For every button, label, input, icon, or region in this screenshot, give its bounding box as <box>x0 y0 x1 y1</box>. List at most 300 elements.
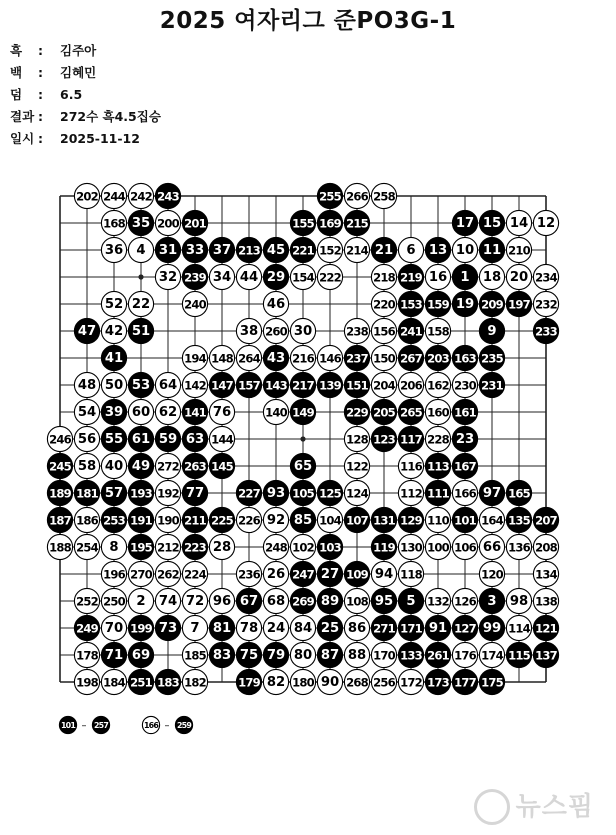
white-stone <box>290 615 315 640</box>
black-stone <box>371 615 396 640</box>
white-stone <box>371 345 396 370</box>
info-key: 흑 <box>10 43 23 58</box>
move-number: 69 <box>131 648 151 663</box>
move-number: 118 <box>400 567 422 582</box>
black-stone <box>263 345 288 370</box>
move-number: 40 <box>104 459 124 474</box>
watermark-text: 뉴스핌 <box>515 791 594 822</box>
move-number: 212 <box>157 540 179 555</box>
black-stone <box>236 237 261 262</box>
move-number: 253 <box>103 513 125 528</box>
black-stone <box>101 345 126 370</box>
black-stone <box>128 480 153 505</box>
move-number: 189 <box>49 486 71 501</box>
black-stone <box>425 453 450 478</box>
black-stone <box>398 588 423 613</box>
black-stone <box>175 716 192 733</box>
white-stone <box>263 399 288 424</box>
black-stone <box>182 210 207 235</box>
white-stone <box>425 588 450 613</box>
white-stone <box>182 345 207 370</box>
black-stone <box>263 237 288 262</box>
move-number: 30 <box>293 324 313 339</box>
ko-separator: – <box>164 720 170 732</box>
white-stone <box>128 183 153 208</box>
move-number: 43 <box>266 351 286 366</box>
move-number: 137 <box>535 648 557 663</box>
move-number: 88 <box>347 648 367 663</box>
move-number: 50 <box>104 378 124 393</box>
move-number: 165 <box>508 486 530 501</box>
move-number: 82 <box>266 675 286 690</box>
move-number: 248 <box>265 540 287 555</box>
move-number: 61 <box>131 432 151 447</box>
move-number: 94 <box>374 567 394 582</box>
move-number: 265 <box>400 405 422 420</box>
move-number: 7 <box>190 621 200 636</box>
white-stone <box>155 588 180 613</box>
white-stone <box>290 534 315 559</box>
white-stone <box>371 318 396 343</box>
move-number: 196 <box>103 567 125 582</box>
move-number: 83 <box>212 648 232 663</box>
move-number: 211 <box>184 513 206 528</box>
move-number: 110 <box>427 513 449 528</box>
move-number: 116 <box>400 459 422 474</box>
black-stone <box>209 615 234 640</box>
move-number: 143 <box>265 378 287 393</box>
white-stone <box>236 264 261 289</box>
white-stone <box>263 534 288 559</box>
move-number: 206 <box>400 378 422 393</box>
move-number: 231 <box>481 378 503 393</box>
white-stone <box>398 372 423 397</box>
move-number: 245 <box>49 459 71 474</box>
move-number: 217 <box>292 378 314 393</box>
move-number: 142 <box>184 378 206 393</box>
white-stone <box>209 588 234 613</box>
move-number: 91 <box>428 621 448 636</box>
white-stone <box>101 291 126 316</box>
black-stone <box>209 453 234 478</box>
info-key: 일시 <box>10 131 35 146</box>
move-number: 214 <box>346 243 368 258</box>
move-number: 85 <box>293 513 313 528</box>
white-stone <box>182 615 207 640</box>
move-number: 11 <box>482 243 502 258</box>
move-number: 39 <box>104 405 124 420</box>
move-number: 70 <box>104 621 124 636</box>
move-number: 235 <box>481 351 503 366</box>
move-number: 51 <box>131 324 151 339</box>
white-stone <box>452 534 477 559</box>
move-number: 29 <box>266 270 286 285</box>
move-number: 221 <box>292 243 314 258</box>
black-stone <box>371 399 396 424</box>
move-number: 87 <box>320 648 340 663</box>
white-stone <box>182 561 207 586</box>
white-stone <box>263 507 288 532</box>
black-stone <box>533 318 558 343</box>
move-number: 179 <box>238 675 260 690</box>
info-colon: : <box>38 43 43 58</box>
move-number: 254 <box>76 540 98 555</box>
black-stone <box>452 453 477 478</box>
black-stone <box>74 480 99 505</box>
white-stone <box>74 183 99 208</box>
move-number: 175 <box>481 675 503 690</box>
move-number: 6 <box>406 243 416 258</box>
move-number: 133 <box>400 648 422 663</box>
move-number: 237 <box>346 351 368 366</box>
white-stone <box>371 642 396 667</box>
move-number: 48 <box>77 378 97 393</box>
move-number: 261 <box>427 648 449 663</box>
move-number: 104 <box>319 513 341 528</box>
black-stone <box>290 453 315 478</box>
white-stone <box>236 507 261 532</box>
move-number: 146 <box>319 351 341 366</box>
star-point <box>138 274 143 279</box>
move-number: 76 <box>212 405 232 420</box>
move-number: 38 <box>239 324 259 339</box>
black-stone <box>236 642 261 667</box>
move-number: 5 <box>406 594 416 609</box>
move-number: 200 <box>157 216 179 231</box>
move-number: 228 <box>427 432 449 447</box>
white-stone <box>398 561 423 586</box>
white-stone <box>398 480 423 505</box>
white-stone <box>452 237 477 262</box>
move-number: 219 <box>400 270 422 285</box>
move-number: 207 <box>535 513 557 528</box>
black-stone <box>398 426 423 451</box>
move-number: 10 <box>455 243 475 258</box>
move-number: 168 <box>103 216 125 231</box>
ko-separator: – <box>81 720 87 732</box>
watermark <box>474 786 594 826</box>
black-stone <box>506 291 531 316</box>
black-stone <box>263 480 288 505</box>
white-stone <box>101 372 126 397</box>
move-number: 152 <box>319 243 341 258</box>
white-stone <box>344 669 369 694</box>
white-stone <box>479 264 504 289</box>
black-stone <box>506 642 531 667</box>
white-stone <box>479 561 504 586</box>
move-number: 202 <box>76 189 98 204</box>
move-number: 226 <box>238 513 260 528</box>
move-number: 181 <box>76 486 98 501</box>
move-number: 103 <box>319 540 341 555</box>
black-stone <box>452 210 477 235</box>
white-stone <box>209 399 234 424</box>
info-value: 김혜민 <box>60 65 97 80</box>
black-stone <box>479 588 504 613</box>
move-number: 115 <box>508 648 530 663</box>
black-stone <box>317 183 342 208</box>
black-stone <box>182 237 207 262</box>
white-stone <box>47 426 72 451</box>
move-number: 73 <box>158 621 178 636</box>
move-number: 101 <box>60 721 76 730</box>
white-stone <box>263 318 288 343</box>
move-number: 55 <box>104 432 124 447</box>
white-stone <box>425 372 450 397</box>
white-stone <box>263 588 288 613</box>
move-number: 251 <box>130 675 152 690</box>
move-number: 209 <box>481 297 503 312</box>
move-number: 121 <box>535 621 557 636</box>
move-number: 21 <box>374 243 394 258</box>
move-number: 157 <box>238 378 260 393</box>
move-number: 81 <box>212 621 232 636</box>
move-number: 204 <box>373 378 395 393</box>
white-stone <box>182 372 207 397</box>
move-number: 35 <box>131 216 151 231</box>
info-key: 백 <box>10 65 23 80</box>
move-number: 74 <box>158 594 178 609</box>
white-stone <box>398 534 423 559</box>
black-stone <box>128 642 153 667</box>
move-number: 183 <box>157 675 179 690</box>
move-number: 3 <box>487 594 497 609</box>
white-stone <box>128 291 153 316</box>
black-stone <box>371 588 396 613</box>
white-stone <box>155 399 180 424</box>
move-number: 227 <box>238 486 260 501</box>
black-stone <box>155 426 180 451</box>
move-number: 213 <box>238 243 260 258</box>
move-number: 123 <box>373 432 395 447</box>
move-number: 220 <box>373 297 395 312</box>
move-number: 84 <box>293 621 313 636</box>
black-stone <box>209 507 234 532</box>
black-stone <box>263 372 288 397</box>
black-stone <box>182 399 207 424</box>
black-stone <box>317 642 342 667</box>
black-stone <box>182 507 207 532</box>
black-stone <box>398 615 423 640</box>
move-number: 24 <box>266 621 286 636</box>
black-stone <box>182 426 207 451</box>
white-stone <box>142 716 159 733</box>
star-point <box>300 436 305 441</box>
move-number: 98 <box>509 594 529 609</box>
move-number: 124 <box>346 486 368 501</box>
white-stone <box>533 291 558 316</box>
black-stone <box>479 615 504 640</box>
black-stone <box>344 345 369 370</box>
white-stone <box>74 453 99 478</box>
white-stone <box>344 588 369 613</box>
black-stone <box>182 534 207 559</box>
move-number: 138 <box>535 594 557 609</box>
move-number: 46 <box>266 297 286 312</box>
white-stone <box>317 669 342 694</box>
black-stone <box>425 669 450 694</box>
move-number: 52 <box>104 297 124 312</box>
black-stone <box>128 318 153 343</box>
move-number: 1 <box>460 270 470 285</box>
black-stone <box>101 642 126 667</box>
move-number: 128 <box>346 432 368 447</box>
move-number: 66 <box>482 540 502 555</box>
move-number: 19 <box>455 297 475 312</box>
black-stone <box>128 669 153 694</box>
move-number: 147 <box>211 378 233 393</box>
black-stone <box>290 588 315 613</box>
white-stone <box>344 426 369 451</box>
white-stone <box>533 561 558 586</box>
black-stone <box>74 615 99 640</box>
move-number: 106 <box>454 540 476 555</box>
black-stone <box>479 345 504 370</box>
move-number: 119 <box>373 540 395 555</box>
move-number: 151 <box>346 378 368 393</box>
move-number: 122 <box>346 459 368 474</box>
black-stone <box>128 372 153 397</box>
move-number: 155 <box>292 216 314 231</box>
move-number: 131 <box>373 513 395 528</box>
black-stone <box>128 426 153 451</box>
white-stone <box>101 183 126 208</box>
black-stone <box>452 399 477 424</box>
move-number: 244 <box>103 189 125 204</box>
move-number: 140 <box>265 405 287 420</box>
black-stone <box>371 237 396 262</box>
black-stone <box>290 507 315 532</box>
white-stone <box>371 561 396 586</box>
move-number: 171 <box>400 621 422 636</box>
move-number: 108 <box>346 594 368 609</box>
white-stone <box>398 669 423 694</box>
move-number: 199 <box>130 621 152 636</box>
move-number: 263 <box>184 459 206 474</box>
move-number: 53 <box>131 378 151 393</box>
white-stone <box>479 642 504 667</box>
white-stone <box>128 399 153 424</box>
black-stone <box>128 210 153 235</box>
white-stone <box>344 183 369 208</box>
black-stone <box>155 669 180 694</box>
white-stone <box>263 615 288 640</box>
white-stone <box>317 264 342 289</box>
black-stone <box>317 534 342 559</box>
move-number: 18 <box>482 270 502 285</box>
white-stone <box>506 210 531 235</box>
move-number: 195 <box>130 540 152 555</box>
white-stone <box>344 615 369 640</box>
move-number: 259 <box>176 721 192 730</box>
white-stone <box>506 615 531 640</box>
move-number: 272 <box>157 459 179 474</box>
move-number: 190 <box>157 513 179 528</box>
black-stone <box>155 183 180 208</box>
move-number: 252 <box>76 594 98 609</box>
move-number: 100 <box>427 540 449 555</box>
white-stone <box>101 237 126 262</box>
move-number: 8 <box>109 540 119 555</box>
move-number: 139 <box>319 378 341 393</box>
black-stone <box>425 291 450 316</box>
move-number: 166 <box>454 486 476 501</box>
move-number: 247 <box>292 567 314 582</box>
move-number: 68 <box>266 594 286 609</box>
black-stone <box>452 426 477 451</box>
move-number: 113 <box>427 459 449 474</box>
black-stone <box>452 264 477 289</box>
move-number: 114 <box>508 621 530 636</box>
move-number: 77 <box>185 486 205 501</box>
move-number: 9 <box>487 324 497 339</box>
move-number: 266 <box>346 189 368 204</box>
white-stone <box>344 318 369 343</box>
white-stone <box>479 507 504 532</box>
white-stone <box>371 183 396 208</box>
move-number: 132 <box>427 594 449 609</box>
white-stone <box>506 588 531 613</box>
move-number: 225 <box>211 513 233 528</box>
page-title: 2025 여자리그 준PO3G-1 <box>159 8 457 34</box>
move-number: 44 <box>239 270 259 285</box>
white-stone <box>263 669 288 694</box>
move-number: 130 <box>400 540 422 555</box>
move-number: 71 <box>104 648 124 663</box>
move-number: 169 <box>319 216 341 231</box>
move-number: 136 <box>508 540 530 555</box>
move-number: 22 <box>131 297 151 312</box>
black-stone <box>398 399 423 424</box>
black-stone <box>101 480 126 505</box>
move-number: 23 <box>455 432 475 447</box>
white-stone <box>74 399 99 424</box>
move-number: 164 <box>481 513 503 528</box>
move-number: 95 <box>374 594 394 609</box>
move-number: 125 <box>319 486 341 501</box>
move-number: 224 <box>184 567 206 582</box>
black-stone <box>317 561 342 586</box>
white-stone <box>182 669 207 694</box>
move-number: 241 <box>400 324 422 339</box>
move-number: 187 <box>49 513 71 528</box>
white-stone <box>74 426 99 451</box>
move-number: 176 <box>454 648 476 663</box>
white-stone <box>236 345 261 370</box>
move-number: 268 <box>346 675 368 690</box>
black-stone <box>59 716 76 733</box>
move-number: 223 <box>184 540 206 555</box>
black-stone <box>506 480 531 505</box>
black-stone <box>398 264 423 289</box>
white-stone <box>209 534 234 559</box>
black-stone <box>47 453 72 478</box>
white-stone <box>425 426 450 451</box>
white-stone <box>74 669 99 694</box>
info-value: 6.5 <box>60 87 83 102</box>
black-stone <box>398 642 423 667</box>
move-number: 156 <box>373 324 395 339</box>
black-stone <box>209 372 234 397</box>
black-stone <box>128 615 153 640</box>
move-number: 144 <box>211 432 233 447</box>
white-stone <box>506 264 531 289</box>
move-number: 62 <box>158 405 178 420</box>
black-stone <box>425 615 450 640</box>
white-stone <box>506 534 531 559</box>
white-stone <box>155 561 180 586</box>
black-stone <box>155 615 180 640</box>
